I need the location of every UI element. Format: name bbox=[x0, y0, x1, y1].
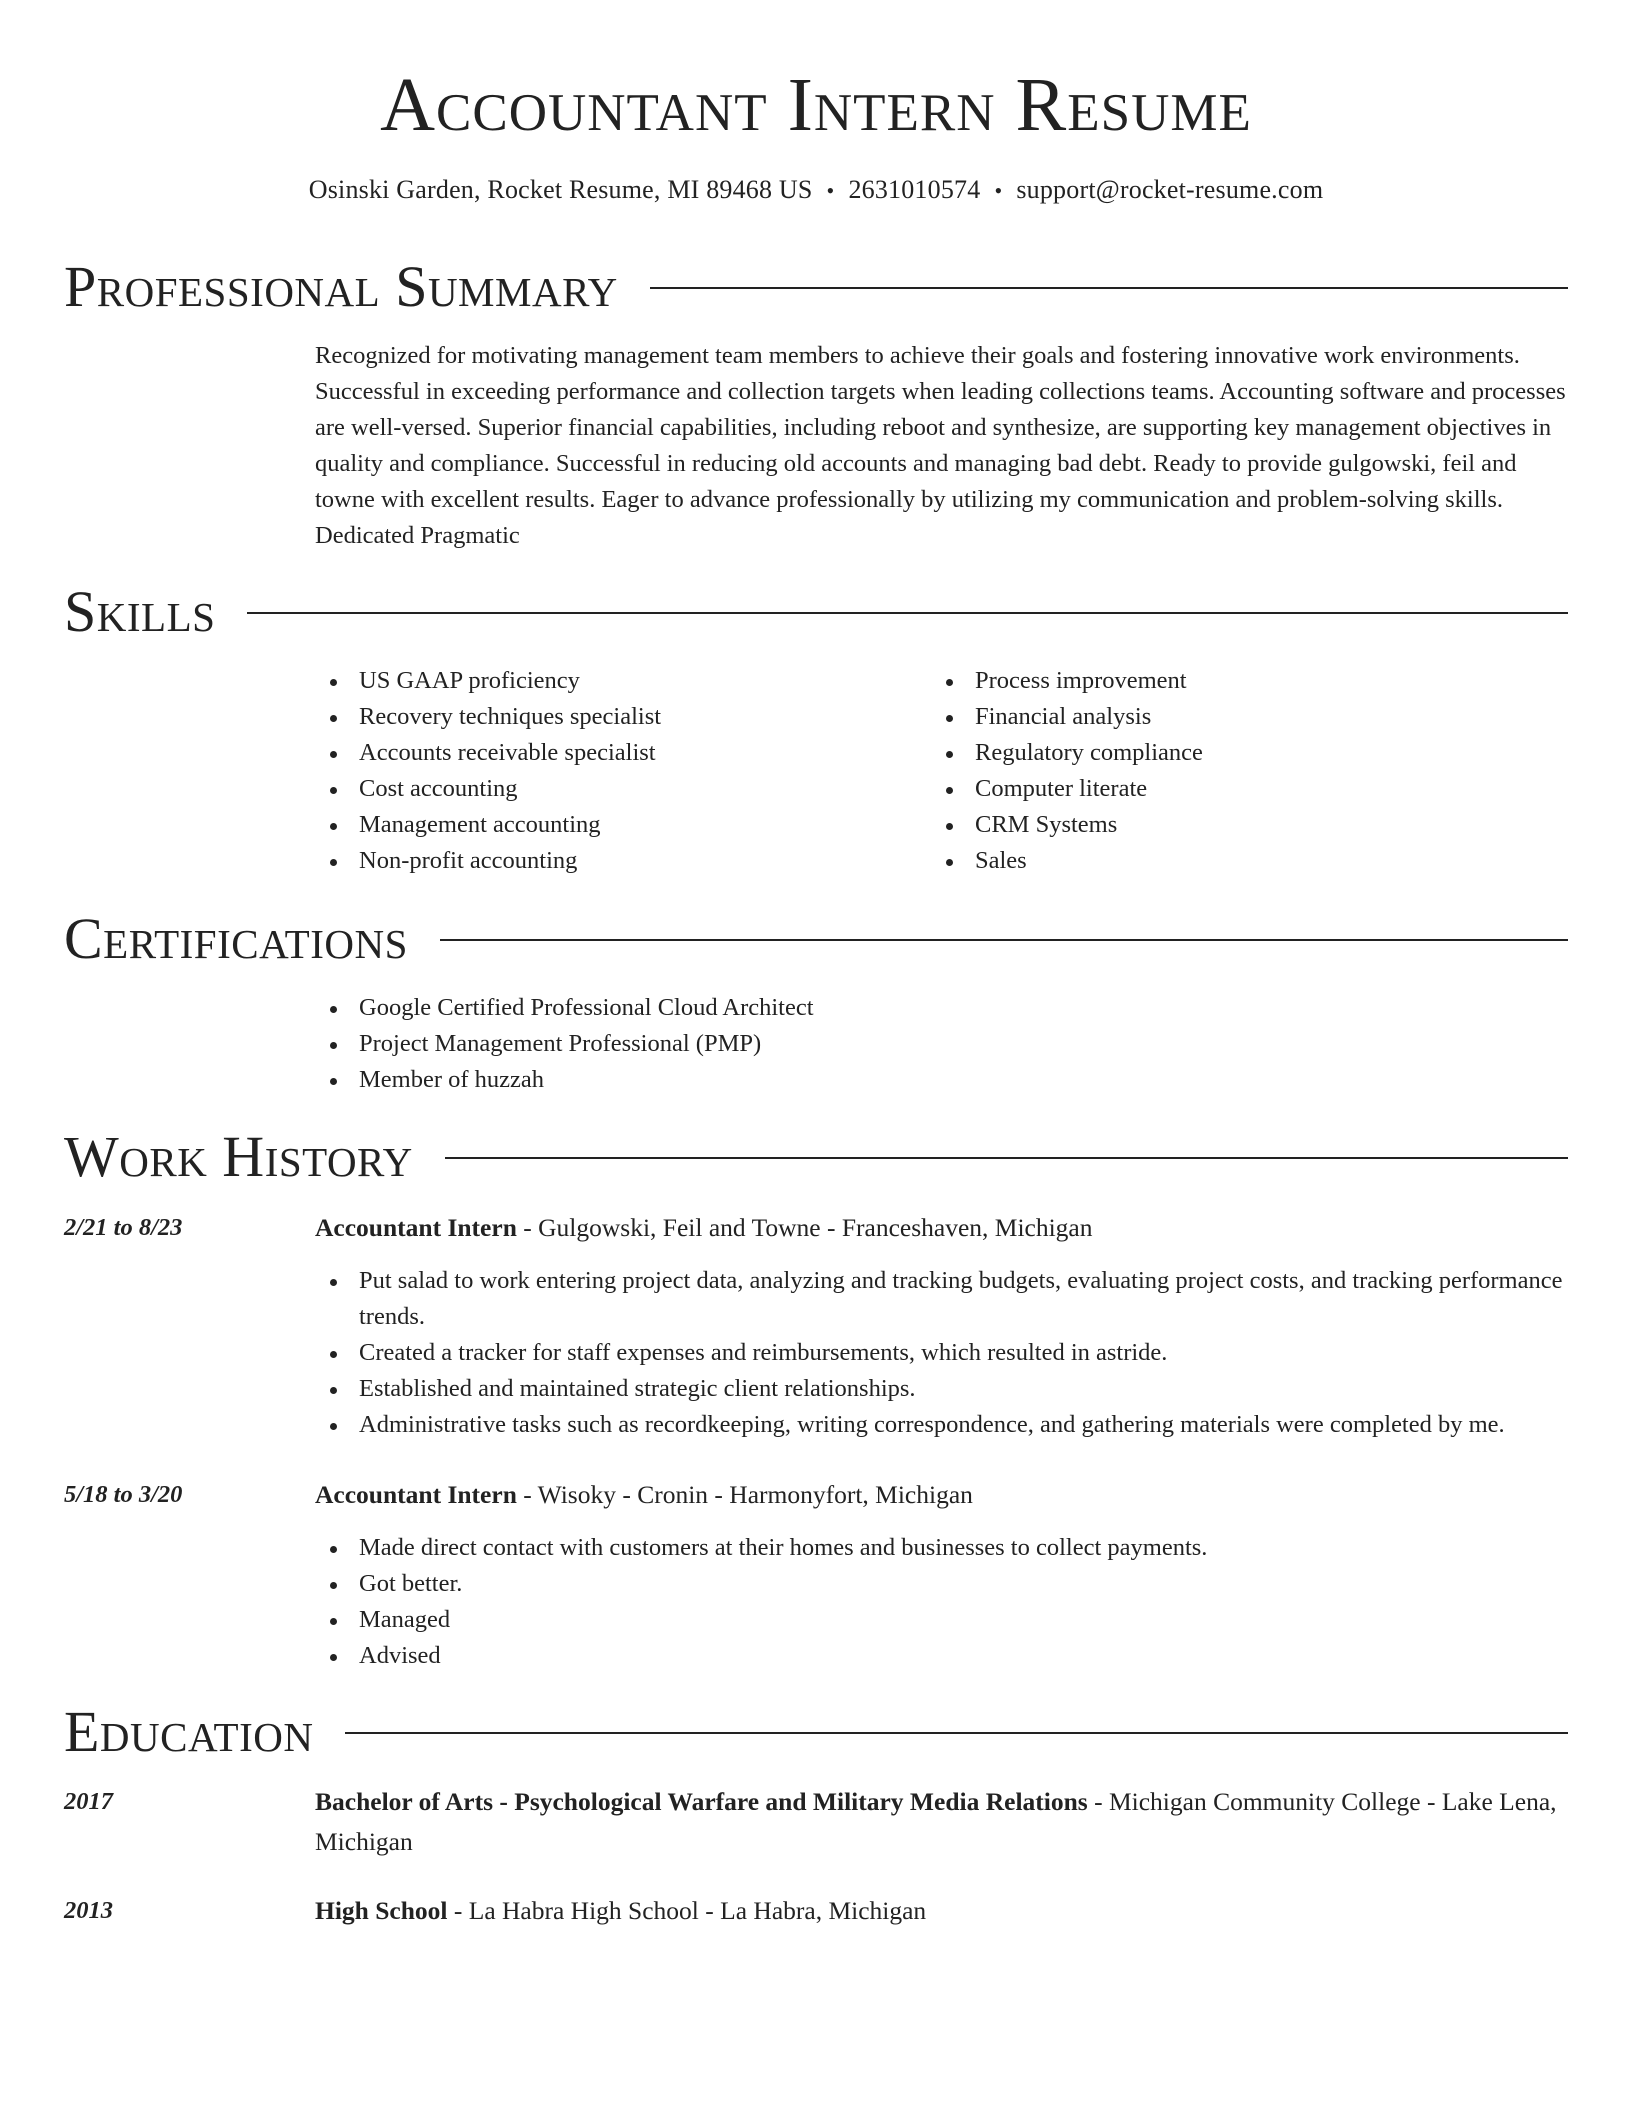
job-bullets bbox=[315, 1263, 1568, 1443]
job-bullets bbox=[315, 1530, 1568, 1674]
certifications-section-header bbox=[64, 907, 1568, 971]
contact-separator: • bbox=[994, 178, 1003, 203]
job-title: Accountant Intern bbox=[315, 1480, 517, 1509]
skills-left-column bbox=[315, 663, 915, 879]
job-bullet: Established and maintained strategic client relationships. bbox=[315, 1371, 1568, 1407]
skill-item: Sales bbox=[931, 843, 1531, 879]
section-divider bbox=[440, 939, 1568, 941]
section-divider bbox=[345, 1732, 1568, 1734]
education-section-header bbox=[64, 1700, 1568, 1764]
education-details: - Michigan Community College - Lake Lena, Michigan bbox=[315, 1787, 1557, 1856]
work-section-header bbox=[64, 1125, 1568, 1189]
skill-item: Cost accounting bbox=[315, 771, 915, 807]
job-title: Accountant Intern bbox=[315, 1213, 517, 1242]
job-bullet: Administrative tasks such as recordkeeping, writing correspondence, and gathering materials were completed by me. bbox=[315, 1407, 1568, 1443]
skill-item: Non-profit accounting bbox=[315, 843, 915, 879]
certification-item: Project Management Professional (PMP) bbox=[315, 1026, 1568, 1062]
summary-text: Recognized for motivating management team members to achieve their goals and fostering innovative work environments. Successful in exceeding performance and collection targets when leading collections teams. Accounting software and processes are well-versed. Superior financial capabilities, including reboot and synthesize, are supporting key management objectives in quality and compliance. Successful in reducing old accounts and managing bad debt. Ready to provide gulgowski, feil and towne with excellent results. Eager to advance professionally by utilizing my communication and problem-solving skills. Dedicated Pragmatic bbox=[315, 342, 1566, 549]
work-heading: Work History bbox=[64, 1124, 413, 1189]
education-year: 2013 bbox=[64, 1897, 113, 1924]
certification-item: Member of huzzah bbox=[315, 1062, 1568, 1098]
job-bullet: Managed bbox=[315, 1602, 1568, 1638]
job-bullet: Created a tracker for staff expenses and reimbursements, which resulted in astride. bbox=[315, 1335, 1568, 1371]
education-entry bbox=[315, 1782, 1568, 1862]
section-divider bbox=[445, 1157, 1568, 1159]
section-divider bbox=[247, 612, 1568, 614]
education-entry bbox=[315, 1891, 1568, 1931]
skills-heading: Skills bbox=[64, 579, 216, 644]
contact-separator: • bbox=[826, 178, 835, 203]
summary-heading: Professional Summary bbox=[64, 254, 618, 319]
resume-title: Accountant Intern Resume bbox=[380, 63, 1252, 147]
job-header bbox=[315, 1208, 1568, 1248]
job-bullet: Advised bbox=[315, 1638, 1568, 1674]
skills-right-column bbox=[931, 663, 1531, 879]
skill-item: Financial analysis bbox=[931, 699, 1531, 735]
job-bullet: Put salad to work entering project data, analyzing and tracking budgets, evaluating project costs, and tracking performance trends. bbox=[315, 1263, 1568, 1335]
education-year: 2017 bbox=[64, 1788, 113, 1815]
skill-item: US GAAP proficiency bbox=[315, 663, 915, 699]
section-divider bbox=[650, 287, 1568, 289]
contact-address: Osinski Garden, Rocket Resume, MI 89468 US bbox=[308, 175, 813, 204]
skills-section-header bbox=[64, 580, 1568, 644]
contact-email: support@rocket-resume.com bbox=[1016, 175, 1324, 204]
job-details: - Wisoky - Cronin - Harmonyfort, Michigan bbox=[516, 1480, 973, 1509]
skill-item: Management accounting bbox=[315, 807, 915, 843]
skill-item: Accounts receivable specialist bbox=[315, 735, 915, 771]
education-degree: Bachelor of Arts - Psychological Warfare and Military Media Relations bbox=[315, 1787, 1088, 1816]
job-dates: 2/21 to 8/23 bbox=[64, 1214, 183, 1241]
contact-phone: 2631010574 bbox=[848, 175, 981, 204]
certification-item: Google Certified Professional Cloud Architect bbox=[315, 990, 1568, 1026]
job-header bbox=[315, 1475, 1568, 1515]
job-bullet: Got better. bbox=[315, 1566, 1568, 1602]
contact-line bbox=[64, 172, 1568, 209]
skill-item: Process improvement bbox=[931, 663, 1531, 699]
job-bullet: Made direct contact with customers at their homes and businesses to collect payments. bbox=[315, 1530, 1568, 1566]
skill-item: Regulatory compliance bbox=[931, 735, 1531, 771]
skill-item: Recovery techniques specialist bbox=[315, 699, 915, 735]
skill-item: Computer literate bbox=[931, 771, 1531, 807]
summary-section-header bbox=[64, 255, 1568, 319]
education-degree: High School bbox=[315, 1896, 448, 1925]
job-details: - Gulgowski, Feil and Towne - Franceshaven, Michigan bbox=[516, 1213, 1093, 1242]
job-dates: 5/18 to 3/20 bbox=[64, 1481, 183, 1508]
skill-item: CRM Systems bbox=[931, 807, 1531, 843]
certifications-list bbox=[315, 990, 1568, 1098]
certifications-heading: Certifications bbox=[64, 906, 408, 971]
education-details: - La Habra High School - La Habra, Michigan bbox=[447, 1896, 927, 1925]
education-heading: Education bbox=[64, 1699, 314, 1764]
